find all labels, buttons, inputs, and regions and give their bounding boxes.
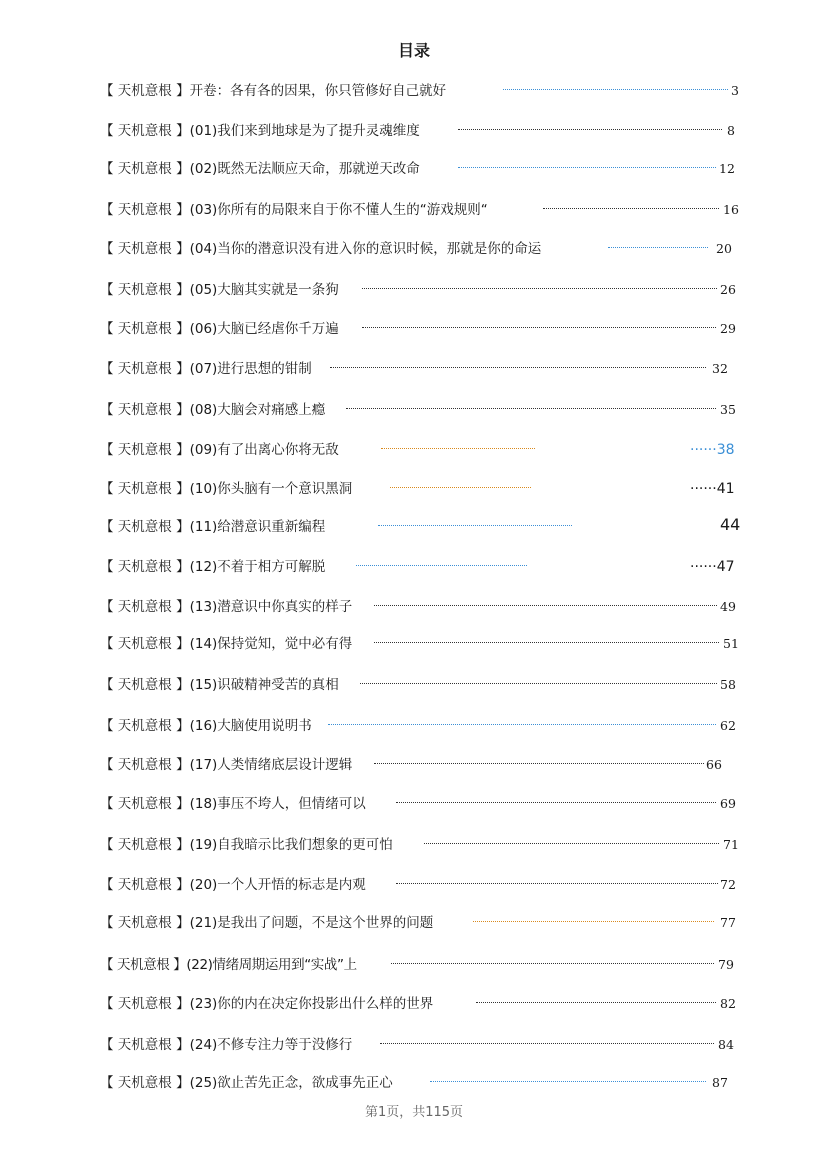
toc-entry-label: 【 天机意根 】(01)我们来到地球是为了提升灵魂维度 xyxy=(100,123,420,139)
toc-entry[interactable] xyxy=(100,81,740,101)
toc-entry-label: 【 天机意根 】(15)识破精神受苦的真相 xyxy=(100,677,339,693)
toc-entry[interactable] xyxy=(100,359,740,379)
toc-page-number: 77 xyxy=(720,915,736,930)
toc-page-number: 32 xyxy=(712,361,728,376)
toc-dot-leader xyxy=(543,208,719,209)
toc-entry-label: 【 天机意根 】(03)你所有的局限来自于你不懂人生的“游戏规则“ xyxy=(100,202,488,218)
toc-dot-leader xyxy=(424,843,719,844)
toc-entry-label: 【 天机意根 】(14)保持觉知，觉中必有得 xyxy=(100,636,353,652)
toc-dot-leader xyxy=(360,683,717,684)
toc-dot-leader xyxy=(330,367,706,368)
toc-page-number: 8 xyxy=(727,123,735,138)
toc-entry[interactable] xyxy=(100,913,740,933)
toc-page-number: 12 xyxy=(719,161,735,176)
toc-entry-label: 【 天机意根 】开卷：各有各的因果，你只管修好自己就好 xyxy=(100,83,447,99)
toc-entry[interactable] xyxy=(100,755,740,775)
toc-entry-label: 【 天机意根 】(16)大脑使用说明书 xyxy=(100,718,312,734)
toc-dot-leader xyxy=(378,525,572,526)
toc-page-number: ······41 xyxy=(690,481,735,497)
toc-entry[interactable] xyxy=(100,400,740,420)
toc-dot-leader xyxy=(476,1002,716,1003)
toc-entry[interactable] xyxy=(100,239,740,259)
toc-page-number: 49 xyxy=(720,599,736,614)
toc-page-number: ······47 xyxy=(690,559,735,575)
toc-dot-leader xyxy=(362,288,717,289)
toc-page-number: 72 xyxy=(720,877,736,892)
toc-entry-label: 【 天机意根 】(21)是我出了问题，不是这个世界的问题 xyxy=(100,915,434,931)
toc-entry[interactable] xyxy=(100,675,740,695)
toc-page-number: 79 xyxy=(718,957,734,972)
toc-page-number: 87 xyxy=(712,1075,728,1090)
page-footer: 第1页，共115页 xyxy=(364,1105,464,1120)
toc-entry-label: 【 天机意根 】(22)情绪周期运用到“实战”上 xyxy=(100,957,357,973)
toc-entry-label: 【 天机意根 】(09)有了出离心你将无敌 xyxy=(100,442,339,458)
toc-page-number: ······38 xyxy=(690,442,735,458)
toc-dot-leader xyxy=(362,327,716,328)
toc-entry-label: 【 天机意根 】(12)不着于相方可解脱 xyxy=(100,559,326,575)
toc-dot-leader xyxy=(473,921,714,922)
toc-page-number: 66 xyxy=(706,757,722,772)
toc-entry-label: 【 天机意根 】(18)事压不垮人，但情绪可以 xyxy=(100,796,366,812)
toc-entry-label: 【 天机意根 】(05)大脑其实就是一条狗 xyxy=(100,282,339,298)
toc-dot-leader xyxy=(430,1081,706,1082)
toc-dot-leader xyxy=(396,883,718,884)
toc-dot-leader xyxy=(503,89,728,90)
toc-entry[interactable] xyxy=(100,440,760,460)
toc-entry[interactable] xyxy=(100,280,740,300)
toc-entry[interactable] xyxy=(100,794,740,814)
toc-dot-leader xyxy=(391,963,714,964)
toc-entry[interactable] xyxy=(100,557,760,577)
toc-entry-label: 【 天机意根 】(25)欲止苦先正念，欲成事先正心 xyxy=(100,1075,393,1091)
toc-dot-leader xyxy=(346,408,716,409)
toc-entry[interactable] xyxy=(100,517,760,537)
toc-entry-label: 【 天机意根 】(07)进行思想的钳制 xyxy=(100,361,312,377)
page-title: 目录 xyxy=(397,41,430,60)
toc-dot-leader xyxy=(458,129,722,130)
toc-entry-label: 【 天机意根 】(06)大脑已经虐你千万遍 xyxy=(100,321,339,337)
toc-entry[interactable] xyxy=(100,835,740,855)
toc-entry-label: 【 天机意根 】(24)不修专注力等于没修行 xyxy=(100,1037,353,1053)
toc-entry[interactable] xyxy=(100,200,740,220)
toc-entry[interactable] xyxy=(100,994,740,1014)
toc-page-number: 82 xyxy=(720,996,736,1011)
toc-entry[interactable] xyxy=(100,159,740,179)
toc-page-number: 35 xyxy=(720,402,736,417)
toc-dot-leader xyxy=(381,448,535,449)
toc-entry-label: 【 天机意根 】(10)你头脑有一个意识黑洞 xyxy=(100,481,353,497)
toc-entry[interactable] xyxy=(100,1035,740,1055)
toc-page-number: 62 xyxy=(720,718,736,733)
toc-entry[interactable] xyxy=(100,597,740,617)
toc-page-number: 44 xyxy=(720,515,741,534)
toc-page-number: 3 xyxy=(731,83,739,98)
toc-dot-leader xyxy=(328,724,716,725)
toc-entry[interactable] xyxy=(100,319,740,339)
toc-dot-leader xyxy=(374,605,717,606)
toc-dot-leader xyxy=(458,167,716,168)
toc-entry-label: 【 天机意根 】(02)既然无法顺应天命，那就逆天改命 xyxy=(100,161,420,177)
toc-entry-label: 【 天机意根 】(19)自我暗示比我们想象的更可怕 xyxy=(100,837,393,853)
toc-dot-leader xyxy=(374,642,719,643)
toc-entry-label: 【 天机意根 】(11)给潜意识重新编程 xyxy=(100,519,326,535)
toc-entry-label: 【 天机意根 】(13)潜意识中你真实的样子 xyxy=(100,599,353,615)
toc-entry-label: 【 天机意根 】(04)当你的潜意识没有进入你的意识时候，那就是你的命运 xyxy=(100,241,542,257)
toc-page-number: 84 xyxy=(718,1037,734,1052)
toc-dot-leader xyxy=(396,802,716,803)
toc-dot-leader xyxy=(608,247,708,248)
toc-page-number: 20 xyxy=(716,241,732,256)
toc-entry[interactable] xyxy=(100,479,760,499)
toc-page-number: 26 xyxy=(720,282,736,297)
toc-entry-label: 【 天机意根 】(23)你的内在决定你投影出什么样的世界 xyxy=(100,996,434,1012)
toc-entry[interactable] xyxy=(100,955,740,975)
toc-page-number: 71 xyxy=(723,837,739,852)
toc-entry[interactable] xyxy=(100,716,740,736)
toc-entry[interactable] xyxy=(100,634,740,654)
toc-dot-leader xyxy=(390,487,531,488)
toc-page-number: 29 xyxy=(720,321,736,336)
toc-entry[interactable] xyxy=(100,875,740,895)
toc-dot-leader xyxy=(356,565,527,566)
toc-dot-leader xyxy=(380,1043,714,1044)
toc-page-number: 51 xyxy=(723,636,739,651)
toc-entry-label: 【 天机意根 】(08)大脑会对痛感上瘾 xyxy=(100,402,326,418)
toc-page-number: 58 xyxy=(720,677,736,692)
toc-entry-label: 【 天机意根 】(17)人类情绪底层设计逻辑 xyxy=(100,757,353,773)
toc-entry[interactable] xyxy=(100,1073,740,1093)
toc-entry-label: 【 天机意根 】(20)一个人开悟的标志是内观 xyxy=(100,877,366,893)
toc-page-number: 69 xyxy=(720,796,736,811)
toc-entry[interactable] xyxy=(100,121,740,141)
toc-page-number: 16 xyxy=(723,202,739,217)
toc-dot-leader xyxy=(374,763,704,764)
